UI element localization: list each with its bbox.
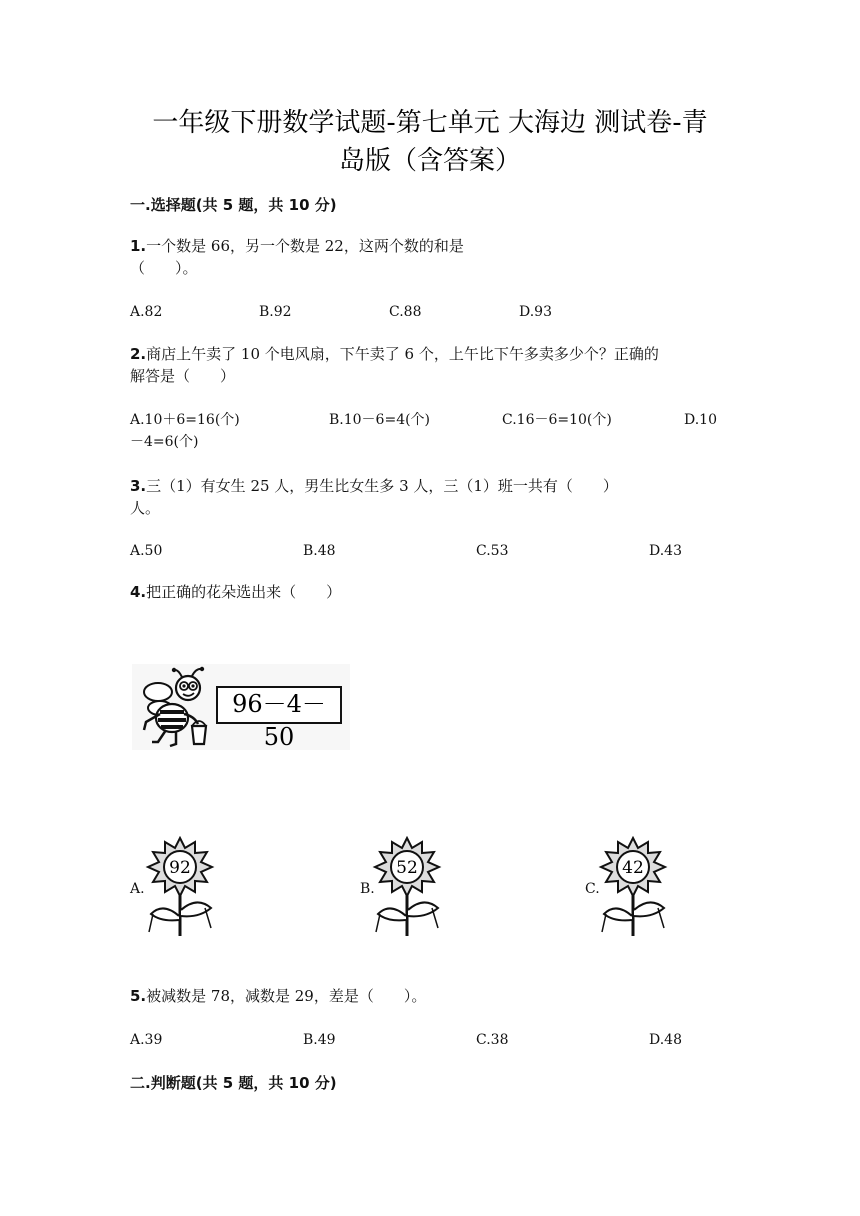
question-1 xyxy=(130,235,464,279)
option-d: D.48 xyxy=(649,1032,682,1048)
question-text-cont: 人。 xyxy=(130,499,161,517)
option-d: D.43 xyxy=(649,543,682,559)
section-heading-judgement: 二.判断题(共 5 题，共 10 分) xyxy=(130,1074,337,1092)
question-4 xyxy=(130,581,341,603)
question-5 xyxy=(130,985,426,1007)
flower-number: 52 xyxy=(396,858,418,878)
title-line-1: 一年级下册数学试题-第七单元 大海边 测试卷-青 xyxy=(152,108,708,138)
option-b: B.49 xyxy=(303,1032,336,1048)
question-text: 一个数是 66，另一个数是 22，这两个数的和是 xyxy=(146,237,464,255)
option-a: A.50 xyxy=(130,543,163,559)
option-c: C.53 xyxy=(476,543,509,559)
question-text-cont: 解答是（ ） xyxy=(130,367,236,385)
question-text: 被减数是 78，减数是 29，差是（ ）。 xyxy=(146,987,427,1005)
flower-option-c-label: C. xyxy=(585,881,600,897)
flower-option-a-label: A. xyxy=(130,881,145,897)
option-c: C.88 xyxy=(389,304,422,320)
option-c: C.38 xyxy=(476,1032,509,1048)
question-number: 5. xyxy=(130,987,147,1005)
question-number: 2. xyxy=(130,345,147,363)
option-c: C.16－6=10(个) xyxy=(502,412,612,428)
flower-option-b-label: B. xyxy=(360,881,375,897)
option-d: D.93 xyxy=(519,304,552,320)
option-a: A.39 xyxy=(130,1032,163,1048)
option-b: B.48 xyxy=(303,543,336,559)
bee-expression-image xyxy=(132,664,350,750)
option-d: D.10 xyxy=(684,412,717,428)
bee-with-bucket-icon xyxy=(132,664,216,750)
question-text-cont: （ ）。 xyxy=(130,259,198,277)
question-number: 4. xyxy=(130,583,147,601)
option-b: B.10－6=4(个) xyxy=(329,412,431,428)
flower-number: 42 xyxy=(622,858,644,878)
flower-number: 92 xyxy=(169,858,191,878)
page-title xyxy=(120,104,740,180)
option-d-cont: －4=6(个) xyxy=(130,434,199,450)
title-line-2: 岛版（含答案） xyxy=(338,146,521,176)
question-number: 3. xyxy=(130,477,147,495)
section-heading-choice: 一.选择题(共 5 题，共 10 分) xyxy=(130,196,337,214)
question-2 xyxy=(130,343,740,387)
option-a: A.10＋6=16(个) xyxy=(130,412,240,428)
question-number: 1. xyxy=(130,237,147,255)
question-text: 把正确的花朵选出来（ ） xyxy=(146,583,342,601)
sunflower-icon xyxy=(145,836,215,936)
question-text: 商店上午卖了 10 个电风扇，下午卖了 6 个，上午比下午多卖多少个？正确的 xyxy=(146,345,659,363)
option-a: A.82 xyxy=(130,304,163,320)
question-3 xyxy=(130,475,740,519)
sunflower-icon xyxy=(598,836,668,936)
sunflower-icon xyxy=(372,836,442,936)
option-b: B.92 xyxy=(259,304,292,320)
expression-box: 96－4－50 xyxy=(216,686,342,724)
question-text: 三（1）有女生 25 人，男生比女生多 3 人，三（1）班一共有（ ） xyxy=(146,477,618,495)
